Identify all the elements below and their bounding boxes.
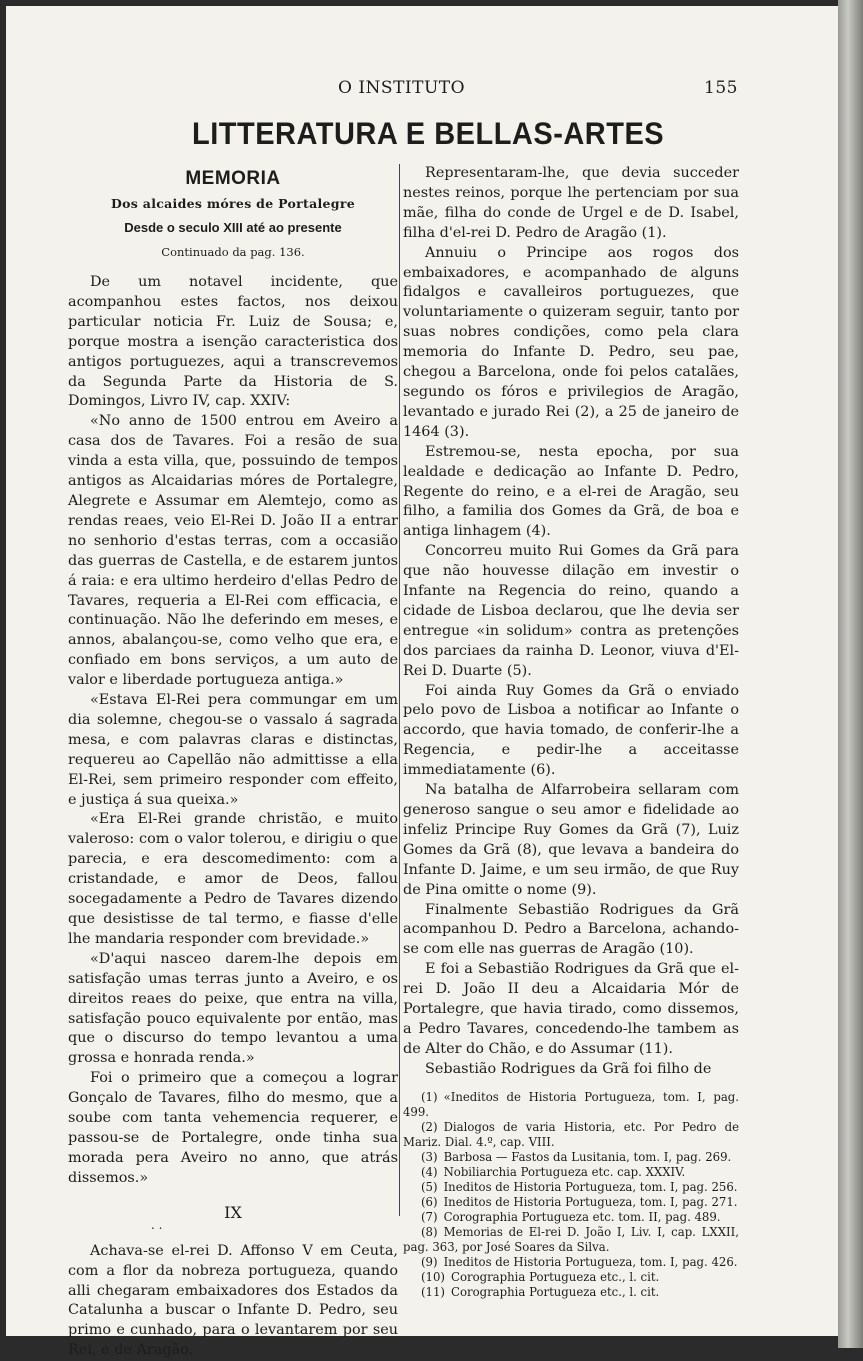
paragraph: «Estava El-Rei pera commungar em um dia solemne, chegou-se o vassalo á sagrada mesa, e com palavras claras e distinctas, requereu ao Capellão não admittisse a ella El-Rei, sem primeiro responder com effeito, e justiça á sua queixa.» xyxy=(68,692,398,808)
footnote-text: Corographia Portugueza etc., l. cit. xyxy=(451,1269,660,1284)
page xyxy=(6,6,838,1359)
paragraph: Achava-se el-rei D. Affonso V em Ceuta, com a flor da nobreza portugueza, quando alli chegaram embaixadores dos Estados da Catalunha a buscar o Infante D. Pedro, seu primo e cunhado, para o levantarem por seu Rei, e de Aragão. xyxy=(68,1242,398,1359)
footnote xyxy=(403,1210,739,1225)
footnote-number: (1) xyxy=(421,1089,438,1104)
journal-title: O INSTITUTO xyxy=(338,78,466,98)
paragraph: Representaram-lhe, que devia succeder nestes reinos, porque lhe pertenciam por sua mãe, filha do conde de Urgel e de D. Isabel, filha d'el-rei D. Pedro de Aragão (1). xyxy=(403,165,739,241)
footnote-text: Ineditos de Historia Portugueza, tom. I, pag. 256. xyxy=(443,1179,738,1194)
footnote-text: Dialogos de varia Historia, etc. Por Pedro de Mariz. Dial. 4.º, cap. VIII. xyxy=(403,1119,739,1149)
paragraph: «No anno de 1500 entrou em Aveiro a casa dos de Tavares. Foi a resão de sua vinda a esta villa, que, possuindo de tempos antigos as Alcaidarias móres de Portalegre, Alegrete e Assumar em Alemtejo, como as rendas reaes, veio El-Rei D. João II a entrar no senhorio d'estas terras, com a occasião das guerras de Castella, e de estarem juntos á raia: e era ultimo herdeiro d'ellas Pedro de Tavares, requeria a El-Rei com efficacia, e continuação. Não lhe deferindo em meses, e annos, abalançou-se, como velho que era, e confiado em bons serviços, a um auto de valor e liberdade portugueza antiga.» xyxy=(68,413,398,689)
footnote xyxy=(403,1180,739,1195)
paragraph: E foi a Sebastião Rodrigues da Grã que el-rei D. João II deu a Alcaidaria Mór de Portalegre, que havia tirado, como dissemos, a Pedro Tavares, concedendo-lhe tambem as de Alter do Chão, e do Assumar (11). xyxy=(403,961,739,1057)
footnote-number: (8) xyxy=(421,1224,438,1239)
footnote xyxy=(403,1255,739,1270)
bottom-mark: . . xyxy=(151,1218,163,1232)
footnote-number: (7) xyxy=(421,1209,438,1224)
paragraph: De um notavel incidente, que acompanhou estes factos, nos deixou particular noticia Fr. Luiz de Sousa; e, porque mostra a isenção caracteristica dos antigos portuguezes, aqui a transcrevemos da Segunda Parte da Historia de S. Domingos, Livro IV, cap. XXIV: xyxy=(68,274,398,410)
footnote-text: Barbosa — Fastos da Lusitania, tom. I, pag. 269. xyxy=(443,1149,732,1164)
footnote xyxy=(403,1165,739,1180)
footnote xyxy=(403,1285,739,1300)
footnotes xyxy=(403,1090,739,1300)
footnote-text: «Ineditos de Historia Portugueza, tom. I, pag. 499. xyxy=(403,1089,739,1119)
right-column xyxy=(403,164,739,1300)
footnote-number: (9) xyxy=(421,1254,438,1269)
footnote-text: Corographia Portugueza etc. tom. II, pag. 489. xyxy=(443,1209,721,1224)
footnote-text: Ineditos de Historia Portugueza, tom. I, pag. 271. xyxy=(443,1194,738,1209)
paragraph: Na batalha de Alfarrobeira sellaram com generoso sangue o seu amor e fidelidade ao infeliz Principe Ruy Gomes da Grã (7), Luiz Gomes da Grã (8), que levava a bandeira do Infante D. Jaime, e um seu irmão, de que Ruy de Pina omitte o nome (9). xyxy=(403,782,739,898)
footnote-number: (6) xyxy=(421,1194,438,1209)
paragraph: Finalmente Sebastião Rodrigues da Grã acompanhou D. Pedro a Barcelona, achando-se com elle nas guerras de Aragão (10). xyxy=(403,901,739,958)
footnote-number: (3) xyxy=(421,1149,438,1164)
footnote-number: (4) xyxy=(421,1164,438,1179)
continued-note: Continuado da pag. 136. xyxy=(161,245,305,259)
footnote-text: Memorias de El-rei D. João I, Liv. I, cap. LXXII, pag. 363, por José Soares da Silva. xyxy=(403,1224,739,1254)
paragraph: Estremou-se, nesta epocha, por sua lealdade e dedicação ao Infante D. Pedro, Regente do reino, e a el-rei de Aragão, seu filho, a familia dos Gomes da Grã, de boa e antiga linhagem (4). xyxy=(403,443,739,540)
footnote-text: Corographia Portugueza etc., l. cit. xyxy=(451,1284,660,1299)
footnote xyxy=(403,1270,739,1285)
footnote-number: (5) xyxy=(421,1179,438,1194)
left-column xyxy=(68,164,398,1361)
paragraph: Concorreu muito Rui Gomes da Grã para que não houvesse dilação em investir o Infante na Regencia do reino, quando a cidade de Lisboa declarou, que lhe devia ser entregue «in solidum» contra as pretenções dos parciaes da rainha D. Leonor, viuva d'El-Rei D. Duarte (5). xyxy=(403,543,739,679)
article-heading: MEMORIA xyxy=(185,168,281,189)
footnote xyxy=(403,1225,739,1255)
page-number: 155 xyxy=(704,78,738,98)
footnote-number: (2) xyxy=(421,1119,438,1134)
footnote-text: Ineditos de Historia Portugueza, tom. I, pag. 426. xyxy=(443,1254,738,1269)
section-numeral: IX xyxy=(224,1202,242,1222)
paragraph: «Era El-Rei grande christão, e muito valeroso: com o valor tolerou, e dirigiu o que parecia, e era descomedimento: com a cristandade, e amor de Deos, fallou socegadamente a Pedro de Tavares dizendo que desistisse de tal termo, e fiasse d'elle lhe mandaria responder com brevidade.» xyxy=(68,811,398,947)
footnote-number: (11) xyxy=(421,1284,445,1299)
paragraph: Foi ainda Ruy Gomes da Grã o enviado pelo povo de Lisboa a notificar ao Infante o accordo, que havia tomado, de conferir-lhe a Regencia, e pedir-lhe a acceitasse immediatamente (6). xyxy=(403,682,739,779)
article-subtitle: Dos alcaides móres de Portalegre xyxy=(111,196,355,211)
footnote xyxy=(403,1090,739,1120)
paragraph: Sebastião Rodrigues da Grã foi filho de xyxy=(425,1060,712,1077)
footnote xyxy=(403,1195,739,1210)
footnote xyxy=(403,1120,739,1150)
page-edge xyxy=(838,0,863,1348)
paragraph: Annuiu o Principe aos rogos dos embaixadores, e acompanhado de alguns fidalgos e cavalleiros portuguezes, que voluntariamente o quizeram seguir, tanto por suas nobres condições, como pela clara memoria do Infante D. Pedro, seu pae, chegou a Barcelona, onde foi pelos catalães, segundo os fóros e privilegios de Aragão, levantado e jurado Rei (2), a 25 de janeiro de 1464 (3). xyxy=(403,244,739,440)
footnote-number: (10) xyxy=(421,1269,445,1284)
footnote-text: Nobiliarchia Portugueza etc. cap. XXXIV. xyxy=(443,1164,686,1179)
column-divider xyxy=(399,164,400,1216)
paragraph: Foi o primeiro que a começou a lograr Gonçalo de Tavares, filho do mesmo, que a soube com tanta vehemencia requerer, e passou-se de Portalegre, onde tinha sua morada pera Aveiro no anno, que atrás dissemos.» xyxy=(68,1070,398,1186)
footnote xyxy=(403,1150,739,1165)
section-title: LITTERATURA E BELLAS-ARTES xyxy=(192,116,665,152)
paragraph: «D'aqui nasceo darem-lhe depois em satisfação umas terras junto a Aveiro, e os direitos reaes do peixe, que entra na villa, satisfação pouco equivalente por então, mas que o discurso do tempo levantou a uma grossa e honrada renda.» xyxy=(68,950,398,1067)
article-dates: Desde o seculo XIII até ao presente xyxy=(124,220,342,235)
